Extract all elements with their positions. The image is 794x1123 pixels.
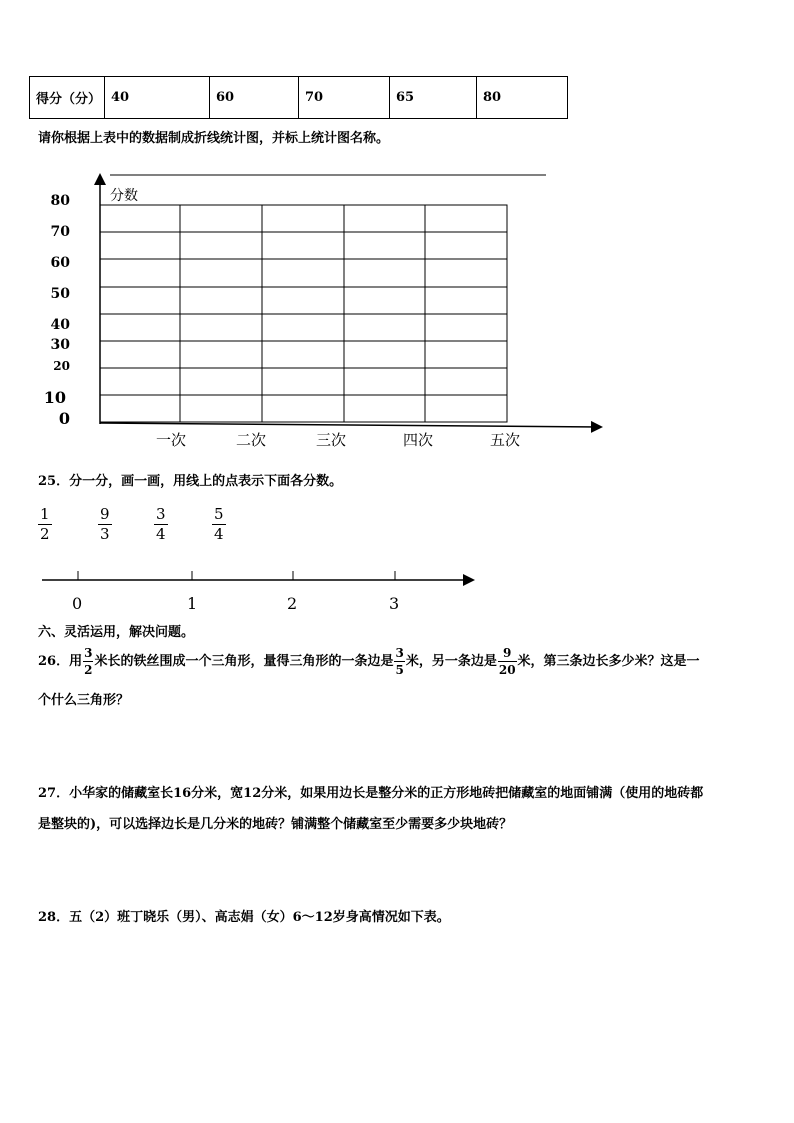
y-tick-label: 0 xyxy=(58,409,70,428)
x-tick-label: 二次 xyxy=(236,431,267,449)
question-27-line-2: 是整块的)，可以选择边长是几分米的地砖？铺满整个储藏室至少需要多少块地砖？ xyxy=(38,817,513,832)
fraction-denominator: 4 xyxy=(214,525,224,543)
number-line-label: 3 xyxy=(389,594,400,613)
fraction-denominator: 20 xyxy=(498,663,516,677)
q26-text: 26．用 xyxy=(38,654,83,669)
y-tick-label: 40 xyxy=(50,317,70,333)
question-27-line-1: 27．小华家的储藏室长16分米，宽12分米，如果用边长是整分米的正方形地砖把储藏室的地面铺满（使用的地砖都 xyxy=(38,786,704,801)
number-line-label: 1 xyxy=(187,594,198,613)
y-tick-label: 70 xyxy=(50,224,70,240)
question-28-text: 28．五（2）班丁晓乐（男）、高志娟（女）6～12岁身高情况如下表。 xyxy=(38,910,450,925)
table-cell: 80 xyxy=(477,77,568,119)
question-26-line-1 xyxy=(38,643,700,681)
fraction-numerator: 3 xyxy=(156,505,166,523)
x-tick-label: 五次 xyxy=(490,431,521,449)
fraction-numerator: 5 xyxy=(214,505,224,523)
y-tick-label: 50 xyxy=(50,286,70,302)
table-cell: 70 xyxy=(299,77,390,119)
fraction-3-4 xyxy=(154,507,168,542)
fraction-denominator: 3 xyxy=(100,525,110,543)
fraction-numerator: 3 xyxy=(395,646,404,660)
y-tick-label: 30 xyxy=(50,337,70,353)
q26-text: 米，第三条边长多少米？这是一 xyxy=(517,654,700,669)
chart-instruction: 请你根据上表中的数据制成折线统计图，并标上统计图名称。 xyxy=(38,131,390,146)
x-tick-label: 四次 xyxy=(403,431,434,449)
fraction-9-3 xyxy=(98,507,112,542)
section-six-heading: 六、灵活运用，解决问题。 xyxy=(38,625,195,640)
fraction-denominator: 2 xyxy=(84,663,93,677)
fraction-numerator: 9 xyxy=(503,646,512,660)
fraction-numerator: 9 xyxy=(100,505,110,523)
question-26-line-2: 个什么三角形？ xyxy=(38,693,130,708)
table-cell: 65 xyxy=(390,77,477,119)
y-tick-label: 10 xyxy=(43,388,66,407)
y-tick-label: 20 xyxy=(53,359,70,373)
table-cell: 60 xyxy=(210,77,299,119)
fraction-5-4 xyxy=(212,507,226,542)
fraction-3-2 xyxy=(83,647,93,676)
fraction-denominator: 2 xyxy=(40,525,50,543)
q26-text: 米长的铁丝围成一个三角形，量得三角形的一条边是 xyxy=(94,654,394,669)
fraction-3-5 xyxy=(394,647,404,676)
q26-text: 米，另一条边是 xyxy=(405,654,497,669)
fraction-denominator: 4 xyxy=(156,525,166,543)
question-25-text: 25．分一分，画一画，用线上的点表示下面各分数。 xyxy=(38,474,343,489)
y-tick-label: 60 xyxy=(50,255,70,271)
fraction-9-20 xyxy=(498,647,517,676)
fraction-1-2 xyxy=(38,507,52,542)
y-tick-label: 80 xyxy=(50,193,70,209)
number-line-label: 0 xyxy=(72,594,83,613)
empty-line-chart-grid xyxy=(0,0,794,470)
fraction-numerator: 3 xyxy=(84,646,93,660)
table-cell: 40 xyxy=(105,77,210,119)
x-tick-label: 一次 xyxy=(156,431,187,449)
x-tick-label: 三次 xyxy=(316,431,347,449)
fraction-denominator: 5 xyxy=(395,663,404,677)
table-header-cell: 得分（分） xyxy=(30,77,105,119)
y-axis-label: 分数 xyxy=(110,188,138,204)
fraction-numerator: 1 xyxy=(40,505,50,523)
number-line-label: 2 xyxy=(287,594,298,613)
